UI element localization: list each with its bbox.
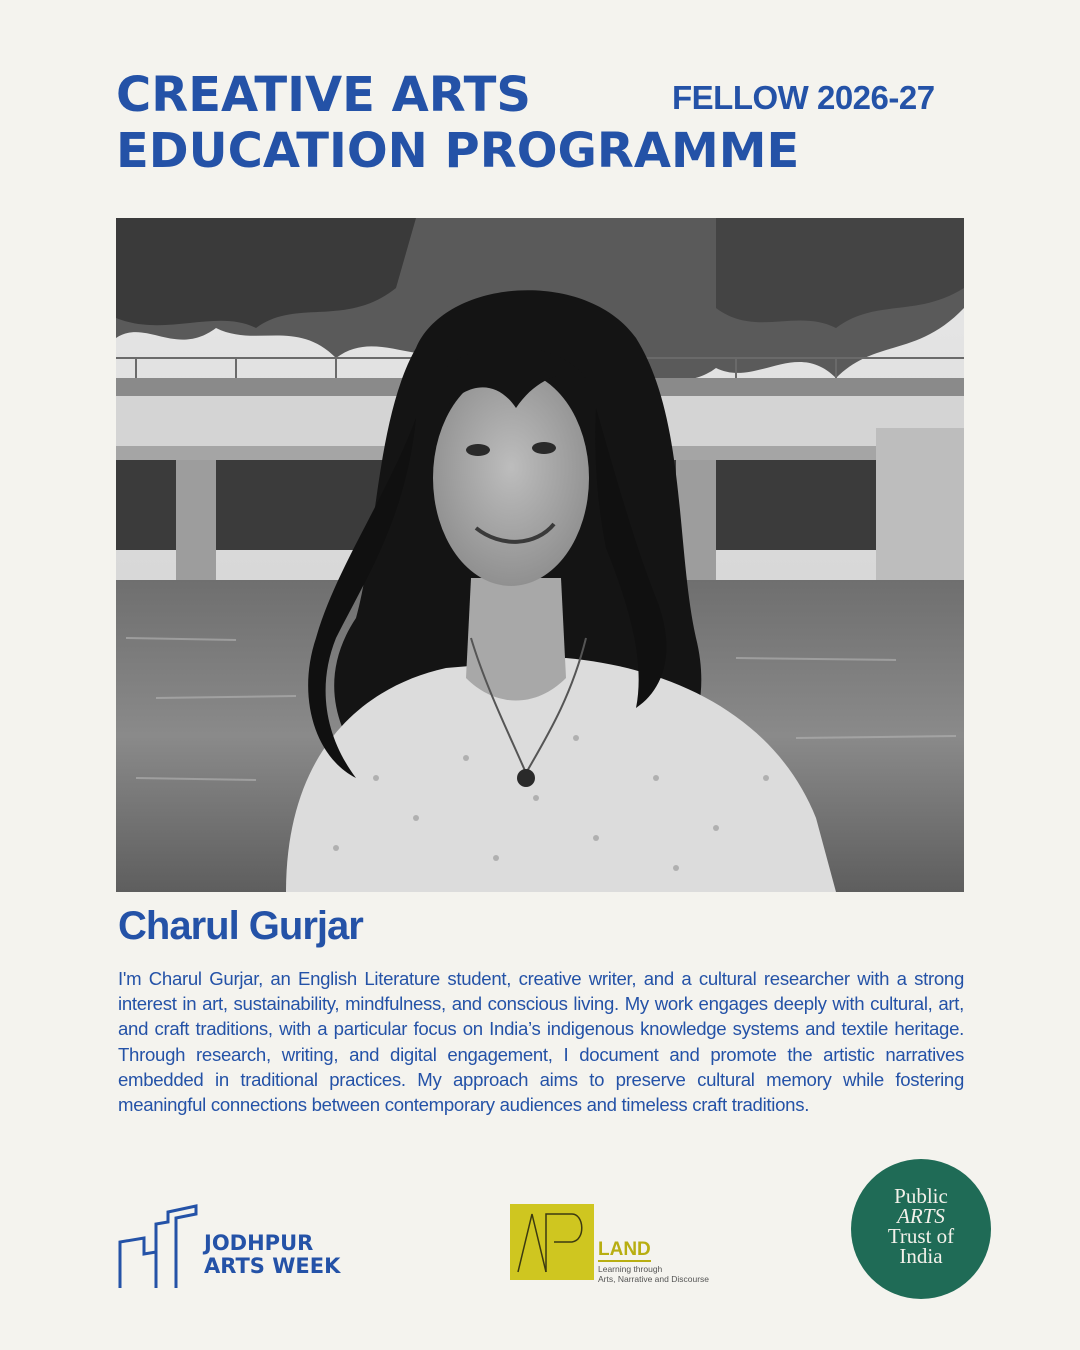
jaw-line-2: ARTS WEEK [204, 1254, 341, 1278]
land-subtitle-2: Arts, Narrative and Discourse [598, 1274, 710, 1284]
jaw-line-1: JODHPUR [204, 1231, 314, 1255]
programme-title-line-2: EDUCATION PROGRAMME [116, 123, 800, 179]
pat-line-3: Trust of [887, 1224, 955, 1248]
building-outline-icon [118, 1204, 198, 1290]
lnd-monogram-icon [510, 1204, 594, 1280]
pat-line-4: India [899, 1244, 943, 1268]
pat-line-1: Public [894, 1184, 948, 1208]
fellow-name: Charul Gurjar [118, 904, 363, 948]
pat-line-2: ARTS [897, 1204, 945, 1228]
public-arts-trust-logo [851, 1159, 991, 1299]
land-logo [510, 1204, 730, 1284]
jodhpur-arts-week-logo [118, 1204, 398, 1290]
land-wordmark: LAND [598, 1239, 651, 1260]
fellow-portrait-photo [116, 218, 964, 892]
programme-title-line-1: CREATIVE ARTS [116, 67, 531, 123]
fellow-bio: I'm Charul Gurjar, an English Literature student, creative writer, and a cultural researcher with a strong interest in art, sustainability, mindfulness, and conscious living. My work engages deeply with cultural, art, and craft traditions, with a particular focus on India’s indigenous knowledge systems and textile heritage. Through research, writing, and digital engagement, I document and promote the artistic narratives embedded in traditional practices. My approach aims to preserve cultural memory while fostering meaningful connections between contemporary audiences and timeless craft traditions. [118, 968, 964, 1116]
fellow-year-label: FELLOW 2026-27 [672, 79, 935, 116]
land-subtitle-1: Learning through [598, 1264, 663, 1274]
